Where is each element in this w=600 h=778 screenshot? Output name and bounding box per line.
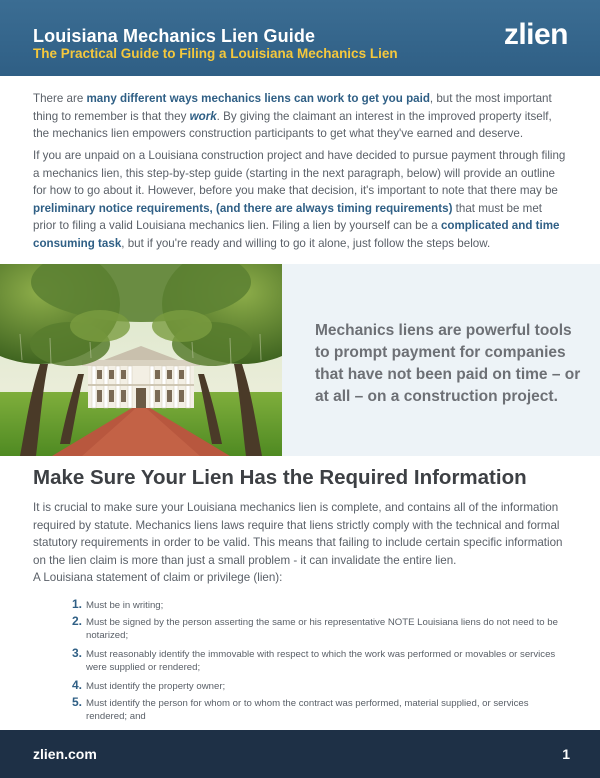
- section-heading-required-info: Make Sure Your Lien Has the Required Information: [33, 466, 527, 489]
- page-footer: [0, 730, 600, 778]
- list-item: 2. Must be signed by the person asserting the same or his representative NOTE Louisiana liens do not need to be notarized;: [72, 614, 558, 641]
- intro-paragraph-1: There are many different ways mechanics liens can work to get you paid, but the most important thing to remember is that they work. By giving the claimant an interest in the improved property itself, the mechanics lien empowers construction participants to get what they've earned and deserve.: [33, 92, 552, 141]
- link-ways-liens-work[interactable]: many different ways mechanics liens can work to get you paid: [86, 92, 430, 105]
- list-number: 2.: [72, 614, 83, 628]
- callout-quote: Mechanics liens are powerful tools to prompt payment for companies that have not been paid on time – or at all – on a construction project.: [315, 322, 581, 405]
- intro-paragraph-2: If you are unpaid on a Louisiana construction project and have decided to pursue payment through filing a mechanics lien, this step-by-step guide (starting in the next paragraph, below) will provide an outline for how to go about it. However, before you make that decision, it's important to note that there may be preliminary notice requirements, (and there are always timing requirements) that must be met prior to filing a valid Louisiana mechanics lien. Filing a lien by yourself can be a complicated and time consuming task, but if you're ready and willing to go it alone, just follow the steps below.: [33, 149, 566, 250]
- required-info-paragraph: It is crucial to make sure your Louisiana mechanics lien is complete, and contains all of the information required by statute. Mechanics liens laws require that liens strictly comply with the technical and formal statutory requirements in order to be valid. This means that failing to include certain specific information on the lien claim is more than just a small problem - it can invalidate the entire lien.: [33, 501, 563, 567]
- list-item: 4. Must identify the property owner;: [72, 678, 226, 692]
- list-number: 1.: [72, 597, 83, 611]
- link-complicated-task[interactable]: complicated and time consuming task: [33, 219, 560, 250]
- guide-subtitle: The Practical Guide to Filing a Louisiana Mechanics Lien: [33, 46, 398, 61]
- plantation-oak-alley-photo: [0, 264, 282, 456]
- guide-title: Louisiana Mechanics Lien Guide: [33, 26, 316, 46]
- list-item: 5. Must identify the person for whom or to whom the contract was performed, material supplied, or services rendered; and: [72, 695, 529, 722]
- page-number: 1: [562, 746, 570, 762]
- list-number: 5.: [72, 695, 83, 709]
- page-header: [0, 0, 600, 76]
- emphasis-work: work: [189, 109, 217, 123]
- link-preliminary-notice[interactable]: preliminary notice requirements, (and there are always timing requirements): [33, 201, 453, 215]
- list-number: 4.: [72, 678, 83, 692]
- callout-panel: [282, 264, 600, 456]
- list-number: 3.: [72, 646, 83, 660]
- list-item: 3. Must reasonably identify the immovable with respect to which the work was performed or movables or services were supplied or rendered;: [72, 646, 556, 673]
- zlien-logo[interactable]: zlien: [503, 18, 568, 51]
- footer-site-link[interactable]: zlien.com: [33, 746, 97, 762]
- list-item: 1. Must be in writing;: [72, 597, 164, 611]
- statement-of-claim-intro: A Louisiana statement of claim or privilege (lien):: [33, 571, 283, 584]
